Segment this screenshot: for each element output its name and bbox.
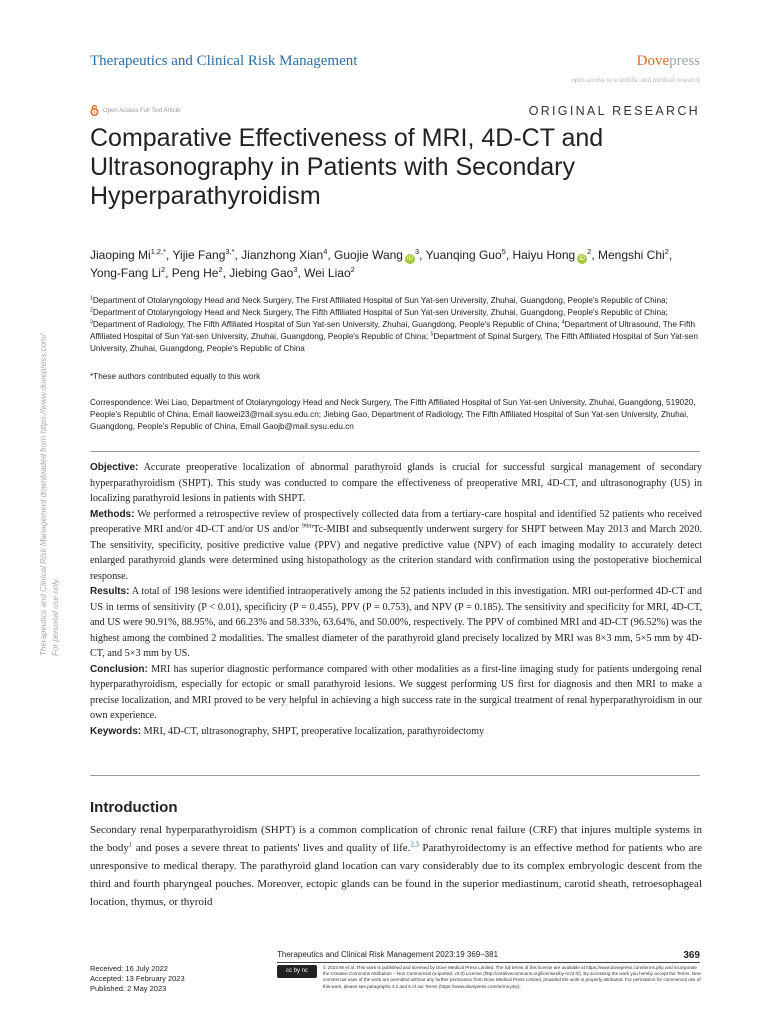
affiliation-text: Department of Radiology, The Fifth Affiliated Hospital of Sun Yat-sen University, Zhuhai, Guangdong, People's Republic of China; <box>92 320 562 329</box>
citation-link-1[interactable]: 1 <box>128 841 133 849</box>
author-name: Wei Liao <box>304 266 351 280</box>
keywords-text: MRI, 4D-CT, ultrasonography, SHPT, preoperative localization, parathyroidectomy <box>143 725 485 737</box>
affiliation-text: Department of Otolaryngology Head and Neck Surgery, The Fifth Affiliated Hospital of Sun Yat-sen University, Zhuhai, Guangdong, People's Republic of China; <box>92 308 668 317</box>
intro-text-1: Secondary renal hyperparathyroidism (SHPT) is a common complication of chronic renal failure (CRF) that injures multiple systems in the body <box>90 824 702 854</box>
abstract-conclusion <box>90 662 702 724</box>
author <box>90 266 165 280</box>
results-label: Results: <box>90 586 130 597</box>
affiliation-number: 1 <box>90 295 93 302</box>
publication-dates <box>90 964 185 994</box>
author-affiliation-sup: 3,* <box>225 247 235 256</box>
affiliation-number: 2 <box>90 307 93 314</box>
abstract-methods <box>90 507 702 585</box>
accepted-date: Accepted: 13 February 2023 <box>90 974 185 983</box>
correspondence: Correspondence: Wei Liao, Department of Otolaryngology Head and Neck Surgery, The Fifth Affiliated Hospital of Sun Yat-sen University, Zhuhai, Guangdong, 519020, People's Republic of China, Email liaowei23@mail.sysu.edu.cn; Jiebing Gao, Department of Radiology, The Fifth Affiliated Hospital of Sun Yat-sen University, Zhuhai, Guangdong, People's Republic of China, Email Gaojb@mail.sysu.edu.cn <box>90 398 696 431</box>
affiliation-text: Department of Ultrasound, The Fifth Affiliated Hospital of Sun Yat-sen University, Zhuhai, Guangdong, People's Republic of China; <box>90 320 696 341</box>
objective-text: Accurate preoperative localization of abnormal parathyroid glands is crucial for successful surgical management of secondary hyperparathyroidism (SHPT). This study was conducted to compare the effectiveness of preoperative MRI, 4D-CT, and ultrasonography (US) in localizing parathyroid lesions in patients with SHPT. <box>90 462 703 504</box>
author <box>241 248 327 262</box>
author-list: Jiaoping $Mi^{1,2,*}$, Yijie Fang$^{3,*}$, Jianzhong Xian$^4$, Guojie Wang $iD^3$, Yuanqing Guo$^5$, Haiyu Hong $iD^2$, Mengshi Chi$^2$, Yong-Fang Li$^2$, Peng He$^2$, Jiebing Gao$^3$, Wei Liao$^2$ <box>90 247 673 280</box>
affiliations <box>90 295 706 355</box>
cc-license-badge-icon[interactable]: cc by nc <box>277 965 317 978</box>
abstract-top-rule <box>90 451 700 452</box>
introduction-body <box>90 821 702 911</box>
author-affiliation-sup: 5 <box>501 247 506 256</box>
author-name: Yijie Fang <box>172 248 226 262</box>
author-name: Yong-Fang Li <box>90 266 161 280</box>
intro-text-2: and poses a severe threat to patients' lives and quality of life. <box>132 842 411 854</box>
author <box>334 248 419 262</box>
methods-label: Methods: <box>90 508 135 520</box>
author-name: Jiebing Gao <box>229 266 294 280</box>
intro-text-3: Parathyroidectomy is an effective method for patients who are unresponsive to medical therapy. The parathyroid gland location can vary considerably due to its complex embryologic descent from the third and fourth pharyngeal pouches. Moreover, ectopic glands can be found in the superior mediastinum, carotid sheath, retroesophageal location, thymus, or thyroid <box>90 842 702 908</box>
side-download-note <box>32 236 82 656</box>
conclusion-label: Conclusion: <box>90 663 148 675</box>
side-note-line2: For personal use only. <box>51 577 60 656</box>
affiliation-number: 5 <box>430 331 434 338</box>
author-name: Haiyu Hong <box>512 248 576 262</box>
author <box>229 266 297 280</box>
conclusion-text: MRI has superior diagnostic performance compared with other modalities as a first-line imaging study for patients undergoing renal hyperparathyroidism, especially for ectopic or small parathyroid lesions. We suggest performing US first for diagnosis and then MRI to make a precise localization, and MRI proved to be very helpful in achieving a high success rate in the surgical treatment of renal hyperparathyroidism in our own experience. <box>90 663 702 721</box>
orcid-icon[interactable]: iD <box>577 254 587 264</box>
author-affiliation-sup: 2 <box>587 247 592 256</box>
introduction-paragraph <box>90 821 702 911</box>
orcid-icon[interactable]: iD <box>405 254 415 264</box>
author <box>426 248 506 262</box>
author-affiliation-sup: 2 <box>218 265 223 274</box>
article-title: Comparative Effectiveness of MRI, 4D-CT and Ultrasonography in Patients with Secondary Hyperparathyroidism <box>90 124 604 210</box>
footer-citation: Therapeutics and Clinical Risk Management 2023:19 369–381 <box>277 950 499 959</box>
journal-title: Therapeutics and Clinical Risk Management <box>90 53 358 69</box>
received-date: Received: 16 July 2022 <box>90 964 168 973</box>
abstract-results <box>90 584 702 662</box>
publisher-logo-main: Dove <box>636 53 670 69</box>
citation-link-2[interactable]: 2,3 <box>410 841 419 849</box>
page-number: 369 <box>683 950 700 961</box>
publisher-logo-suffix: press <box>669 53 700 69</box>
abstract <box>90 460 702 739</box>
author-affiliation-sup: 2 <box>350 265 355 274</box>
license-text: © 2023 Mi et al. This work is published and licensed by Dove Medical Press Limited. The full terms of this license are available at https://www.dovepress.com/terms.php and incorporate the Creative Commons Attribution – Non Commercial (unported, v3.0) License (http://creativecommons.org/licenses/by-nc/3.0/). By accessing the work you hereby accept the Terms. Non-commercial uses of the work are permitted without any further permission from Dove Medical Press Limited, provided the work is properly attributed. For permission for commercial use of this work, please see paragraphs 4.2 and 5 of our Terms (https://www.dovepress.com/terms.php). <box>323 965 702 989</box>
affiliation-text: Department of Spinal Surgery, The Fifth Affiliated Hospital of Sun Yat-sen University, Zhuhai, Guangdong, People's Republic of China <box>90 332 698 353</box>
methods-superscript: 99m <box>301 522 314 530</box>
publisher-tagline: open access to scientific and medical research <box>571 76 700 84</box>
open-access-text: Open Access Full Text Article <box>103 107 181 114</box>
abstract-bottom-rule <box>90 775 700 776</box>
author <box>598 248 669 262</box>
author-affiliation-sup: 3 <box>293 265 298 274</box>
article-type: ORIGINAL RESEARCH <box>528 104 700 118</box>
abstract-objective <box>90 460 702 507</box>
author-affiliation-sup: 1,2,* <box>150 247 167 256</box>
author-name: Jianzhong Xian <box>241 248 324 262</box>
author <box>172 266 223 280</box>
keywords-label: Keywords: <box>90 725 142 737</box>
author-name: Peng He <box>171 266 219 280</box>
author <box>90 248 166 262</box>
methods-text-a: We performed a retrospective review of prospectively collected data from a tertiary-care hospital and identified 52 patients who received preoperative MRI and/or 4D-CT and/or US and/or <box>90 508 702 535</box>
author-affiliation-sup: 2 <box>664 247 669 256</box>
affiliation-text: Department of Otolaryngology Head and Neck Surgery, The First Affiliated Hospital of Sun Yat-sen University, Zhuhai, Guangdong, People's Republic of China; <box>92 296 668 305</box>
side-note-line1: Therapeutics and Clinical Risk Management downloaded from https://www.dovepress.com/ <box>39 334 48 656</box>
open-access-icon <box>90 105 99 116</box>
abstract-keywords <box>90 724 702 740</box>
publisher-logo <box>637 53 700 70</box>
author-affiliation-sup: 4 <box>323 247 328 256</box>
author-affiliation-sup: 3 <box>414 247 420 256</box>
affiliation-number: 4 <box>561 319 565 326</box>
affiliation-number: 3 <box>90 319 93 326</box>
introduction-heading: Introduction <box>90 799 178 816</box>
author-name: Mengshi Chi <box>597 248 665 262</box>
open-access-label <box>90 105 180 116</box>
author-name: Yuanqing Guo <box>425 248 502 262</box>
author <box>172 248 234 262</box>
author-name: Jiaoping Mi <box>90 248 151 262</box>
author <box>304 266 355 280</box>
author-affiliation-sup: 2 <box>160 265 166 274</box>
published-date: Published: 2 May 2023 <box>90 984 167 993</box>
methods-text-b: Tc-MIBI and subsequently underwent surgery for SHPT between May 2013 and March 2020. The sensitivity, specificity, positive predictive value (PPV) and negative predictive value (NPV) of each imaging modality to accurately detect enlarged parathyroid glands were determined using histopathology as the criterion standard with confirmation using the postoperative biochemical response. <box>90 524 702 582</box>
equal-contribution-note: *These authors contributed equally to this work <box>90 372 261 381</box>
results-text: A total of 198 lesions were identified intraoperatively among the 52 patients included in this investigation. MRI out-performed 4D-CT and US in terms of sensitivity (P < 0.01), specificity (P = 0.455), PPV (P = 0.753), and NPV (P = 0.185). The sensitivity and specificity for MRI, 4D-CT, and US were 90.91%, 88.95%, and 66.23% and 58.33%, 63.64%, and 50.00%, respectively. The PPV of combined MRI and 4D-CT (96.52%) was the highest among the combined 2 modalities. The smallest diameter of the parathyroid gland precisely localized by MRI was 8×3 mm, 5×5 mm by 4D-CT, and 5×3 mm by US. <box>90 586 702 659</box>
objective-label: Objective: <box>90 462 139 473</box>
author <box>512 248 591 262</box>
author-name: Guojie Wang <box>334 248 403 262</box>
footer-rule <box>277 962 700 963</box>
